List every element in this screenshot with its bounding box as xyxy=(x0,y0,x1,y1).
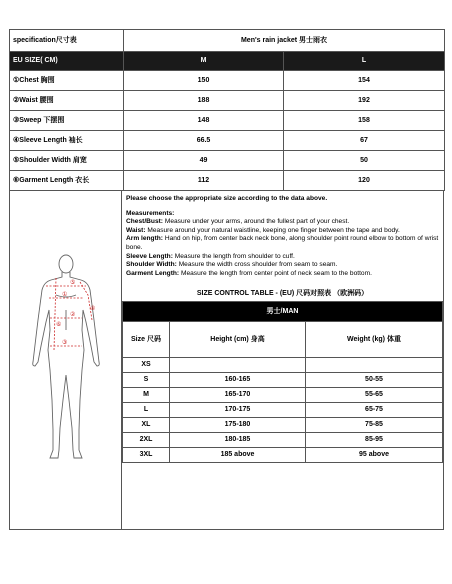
product-name: Men's rain jacket 男士雨衣 xyxy=(124,30,445,52)
table-row xyxy=(10,151,445,171)
note-item xyxy=(126,270,439,279)
cell-value: 49 xyxy=(124,151,284,171)
row-label: ③Sweep 下摆围 xyxy=(10,111,124,131)
gender-label: 男士/MAN xyxy=(123,302,443,322)
eu-size-row xyxy=(10,52,445,71)
body-figure-cell xyxy=(10,191,122,529)
table-row xyxy=(10,71,445,91)
table-row xyxy=(123,373,443,388)
height-cell xyxy=(170,358,306,373)
cell-value: 158 xyxy=(284,111,445,131)
spec-table xyxy=(9,29,445,191)
spec-header-row xyxy=(10,30,445,52)
size-cell: XL xyxy=(123,418,170,433)
size-cell: L xyxy=(123,403,170,418)
note-term: Sleeve Length: xyxy=(126,252,173,260)
row-label: ⑥Garment Length 衣长 xyxy=(10,171,124,191)
cell-value: 154 xyxy=(284,71,445,91)
size-cell: 2XL xyxy=(123,433,170,448)
cell-value: 66.5 xyxy=(124,131,284,151)
cell-value: 112 xyxy=(124,171,284,191)
cell-value: 67 xyxy=(284,131,445,151)
cell-value: 192 xyxy=(284,91,445,111)
notes-and-control xyxy=(122,191,443,529)
row-label: ②Waist 腰围 xyxy=(10,91,124,111)
notes-heading: Measurements: xyxy=(126,209,175,217)
marker-1: ① xyxy=(61,291,67,298)
size-cell: S xyxy=(123,373,170,388)
row-label: ⑤Shoulder Width 肩宽 xyxy=(10,151,124,171)
table-row xyxy=(123,403,443,418)
size-control-table xyxy=(122,301,443,463)
cell-value: 150 xyxy=(124,71,284,91)
table-row xyxy=(10,111,445,131)
table-row xyxy=(123,388,443,403)
marker-6: ⑥ xyxy=(55,321,61,328)
gender-row xyxy=(123,302,443,322)
marker-3: ③ xyxy=(61,339,67,346)
table-row xyxy=(123,418,443,433)
measurement-notes xyxy=(122,191,443,278)
control-table-title: SIZE CONTROL TABLE - (EU) 尺码对照表 （欧洲码） xyxy=(196,290,369,298)
weight-cell: 85-95 xyxy=(306,433,443,448)
cell-value: 120 xyxy=(284,171,445,191)
note-text: Measure around your natural waistline, keeping one finger between the tape and body. xyxy=(145,226,400,234)
size-col-l: L xyxy=(284,52,445,71)
height-cell: 160-165 xyxy=(170,373,306,388)
weight-cell: 55-65 xyxy=(306,388,443,403)
table-row xyxy=(10,91,445,111)
height-cell: 180-185 xyxy=(170,433,306,448)
body-measurement-figure xyxy=(18,250,114,470)
cell-value: 50 xyxy=(284,151,445,171)
height-cell: 170-175 xyxy=(170,403,306,418)
note-text: Measure the length from center point of neck seam to the bottom. xyxy=(179,269,372,277)
marker-2: ② xyxy=(69,311,75,318)
table-row xyxy=(10,131,445,151)
height-cell: 175-180 xyxy=(170,418,306,433)
row-label: ④Sleeve Length 袖长 xyxy=(10,131,124,151)
col-header-size: Size 尺码 xyxy=(123,322,170,358)
weight-cell xyxy=(306,358,443,373)
lower-section xyxy=(9,191,444,530)
note-term: Arm length: xyxy=(126,235,163,243)
note-text: Measure the width cross shoulder from seam to seam. xyxy=(176,261,338,269)
row-label: ①Chest 胸围 xyxy=(10,71,124,91)
note-item xyxy=(126,235,439,252)
weight-cell: 75-85 xyxy=(306,418,443,433)
notes-lead: Please choose the appropriate size according to the data above. xyxy=(126,195,328,202)
weight-cell: 50-55 xyxy=(306,373,443,388)
size-chart-sheet xyxy=(9,29,444,530)
table-row xyxy=(10,171,445,191)
note-item xyxy=(126,218,439,227)
weight-cell: 95 above xyxy=(306,448,443,463)
cell-value: 148 xyxy=(124,111,284,131)
note-term: Waist: xyxy=(126,226,146,234)
note-text: Measure under your arms, around the fullest part of your chest. xyxy=(163,218,350,226)
col-header-height: Height (cm) 身高 xyxy=(170,322,306,358)
note-text: Hand on hip, from center back neck bone, along shoulder point round elbow to bottom of wrist bone. xyxy=(126,235,439,251)
spec-title: specification尺寸表 xyxy=(10,30,124,52)
eu-size-label: EU SIZE( CM) xyxy=(10,52,124,71)
table-row xyxy=(123,358,443,373)
marker-4: ④ xyxy=(89,305,95,312)
cell-value: 188 xyxy=(124,91,284,111)
size-col-m: M xyxy=(124,52,284,71)
note-item xyxy=(126,227,439,236)
table-row xyxy=(123,433,443,448)
table-row xyxy=(123,448,443,463)
col-header-weight: Weight (kg) 体重 xyxy=(306,322,443,358)
height-cell: 165-170 xyxy=(170,388,306,403)
size-cell: XS xyxy=(123,358,170,373)
note-text: Measure the length from shoulder to cuff. xyxy=(172,252,295,260)
control-header-row xyxy=(123,322,443,358)
note-term: Garment Length: xyxy=(126,269,180,277)
height-cell: 185 above xyxy=(170,448,306,463)
size-cell: M xyxy=(123,388,170,403)
note-item xyxy=(126,261,439,270)
size-cell: 3XL xyxy=(123,448,170,463)
note-term: Shoulder Width: xyxy=(126,261,177,269)
marker-5: ⑤ xyxy=(69,279,75,286)
note-item xyxy=(126,253,439,262)
weight-cell: 65-75 xyxy=(306,403,443,418)
note-term: Chest/Bust: xyxy=(126,218,163,226)
